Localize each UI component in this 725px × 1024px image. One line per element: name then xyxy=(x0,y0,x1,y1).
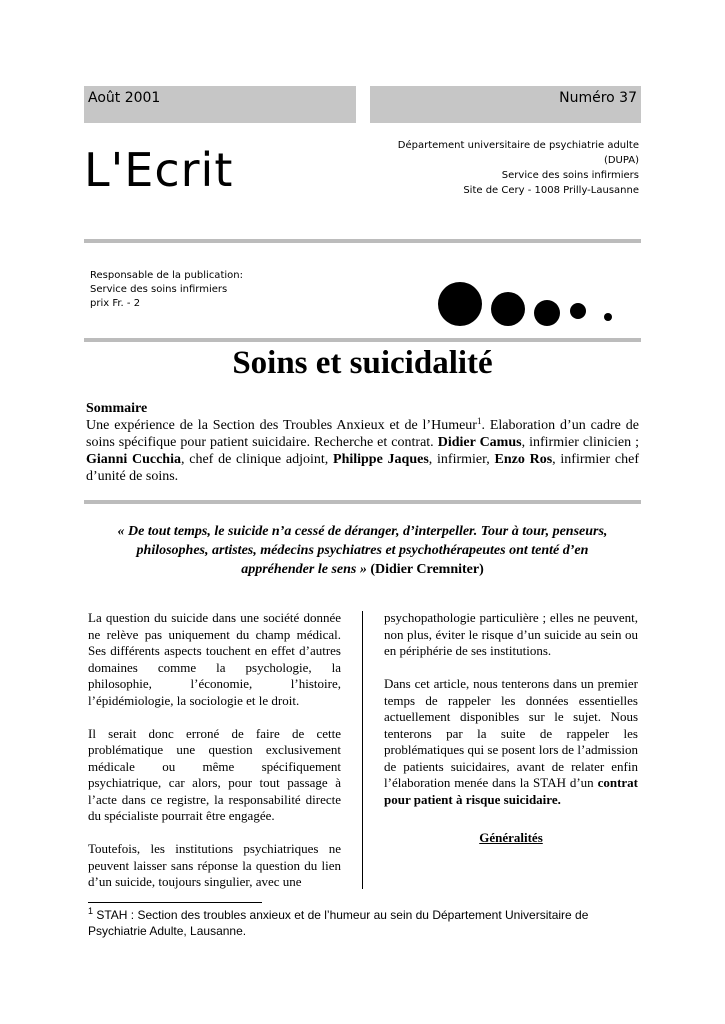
footnote-divider xyxy=(88,902,262,903)
department-acronym: (DUPA) xyxy=(603,155,639,166)
section-subheading: Généralités xyxy=(479,830,543,845)
title-divider xyxy=(84,338,641,342)
epigraph-quote xyxy=(100,522,625,579)
paragraph: Dans cet article, nous tenterons dans un premier temps de rappeler les données essentielles actuellement disponibles sur le sujet. Nous tenterons par la suite de rappeler les problématiques qui se posent lors de l’admission de patients suicidaires, avant de relater enfin l’élaboration menée dans la STAH d’un contrat pour patient à risque suicidaire. xyxy=(384,676,638,807)
publication-price: prix Fr. - 2 xyxy=(90,298,141,309)
publication-service: Service des soins infirmiers xyxy=(90,284,228,295)
department-name: Département universitaire de psychiatrie adulte xyxy=(397,140,639,151)
footnote-ref[interactable]: 1 xyxy=(476,416,482,426)
quote-author: (Didier Cremniter) xyxy=(370,562,484,577)
paragraph: psychopathologie particulière ; elles ne peuvent, non plus, éviter le risque d’un suicide au sein ou en périphérie de ses institutions. xyxy=(384,610,638,658)
site-address: Site de Cery - 1008 Prilly-Lausanne xyxy=(463,185,639,196)
publication-info xyxy=(90,269,243,311)
text-column-right xyxy=(384,610,638,847)
header-date-box xyxy=(84,86,356,123)
column-divider xyxy=(362,611,363,889)
header-issue-box xyxy=(370,86,641,123)
dot-1 xyxy=(438,282,482,326)
author-name: Didier Camus xyxy=(437,435,522,450)
text-column-left xyxy=(88,610,341,907)
summary-divider xyxy=(84,500,641,504)
footnote-text: STAH : Section des troubles anxieux et de l’humeur au sein du Département Universitaire de Psychiatrie Adulte, Lausanne. xyxy=(88,908,589,938)
newsletter-logo: L'Ecrit xyxy=(84,143,234,197)
summary-heading: Sommaire xyxy=(86,401,148,416)
department-info xyxy=(379,138,639,198)
dot-4 xyxy=(570,303,586,319)
issue-date: Août 2001 xyxy=(88,90,161,106)
publication-responsible-label: Responsable de la publication: xyxy=(90,270,243,281)
issue-number: Numéro 37 xyxy=(559,90,637,106)
footnote-number: 1 xyxy=(88,906,94,916)
author-name: Philippe Jaques xyxy=(333,452,429,467)
footnote xyxy=(88,907,638,939)
dot-2 xyxy=(491,292,525,326)
paragraph: La question du suicide dans une société donnée ne relève pas uniquement du champ médical. Ses différents aspects touchent en effet d’autres domaines comme la psychologie, la philosophie, l’économie, l’histoire, l’épidémiologie, la sociologie et le droit. xyxy=(88,610,341,708)
paragraph: Il serait donc erroné de faire de cette problématique une question exclusivement médicale ou même spécifiquement psychiatrique, car alors, pour tout passage à l’acte dans ce registre, la responsabilité directe du spécialiste pourrait être engagée. xyxy=(88,725,341,823)
author-name: Enzo Ros xyxy=(494,452,553,467)
service-name: Service des soins infirmiers xyxy=(501,170,639,181)
header-divider xyxy=(84,239,641,243)
summary-text: Une expérience de la Section des Troubles Anxieux et de l’Humeur$^1$. Elaboration d’un cadre de soins spécifique pour patient suicidaire. Recherche et contrat. Didier Camus, infirmier clinicien ; Gianni Cucchia, chef de clinique adjoint, Philippe Jaques, infirmier, Enzo Ros, infirmier chef d’unité de soins. xyxy=(86,416,640,484)
quote-text: « De tout temps, le suicide n’a cessé de déranger, d’interpeller. Tour à tour, penseurs, philosophes, artistes, médecins psychiatres et psychothérapeutes ont tenté d’en appréhender le sens » xyxy=(117,524,608,577)
emphasis-text: contrat pour patient à risque suicidaire. xyxy=(384,775,638,807)
summary-section xyxy=(86,400,639,485)
dot-3 xyxy=(534,300,560,326)
decorative-dots-graphic xyxy=(436,280,626,330)
article-title: Soins et suicidalité xyxy=(232,345,493,381)
dot-5 xyxy=(604,313,612,321)
author-name: Gianni Cucchia xyxy=(86,452,181,467)
paragraph: Toutefois, les institutions psychiatriques ne peuvent laisser sans réponse la question du lien d’un suicide, toujours singulier, avec une xyxy=(88,841,341,889)
